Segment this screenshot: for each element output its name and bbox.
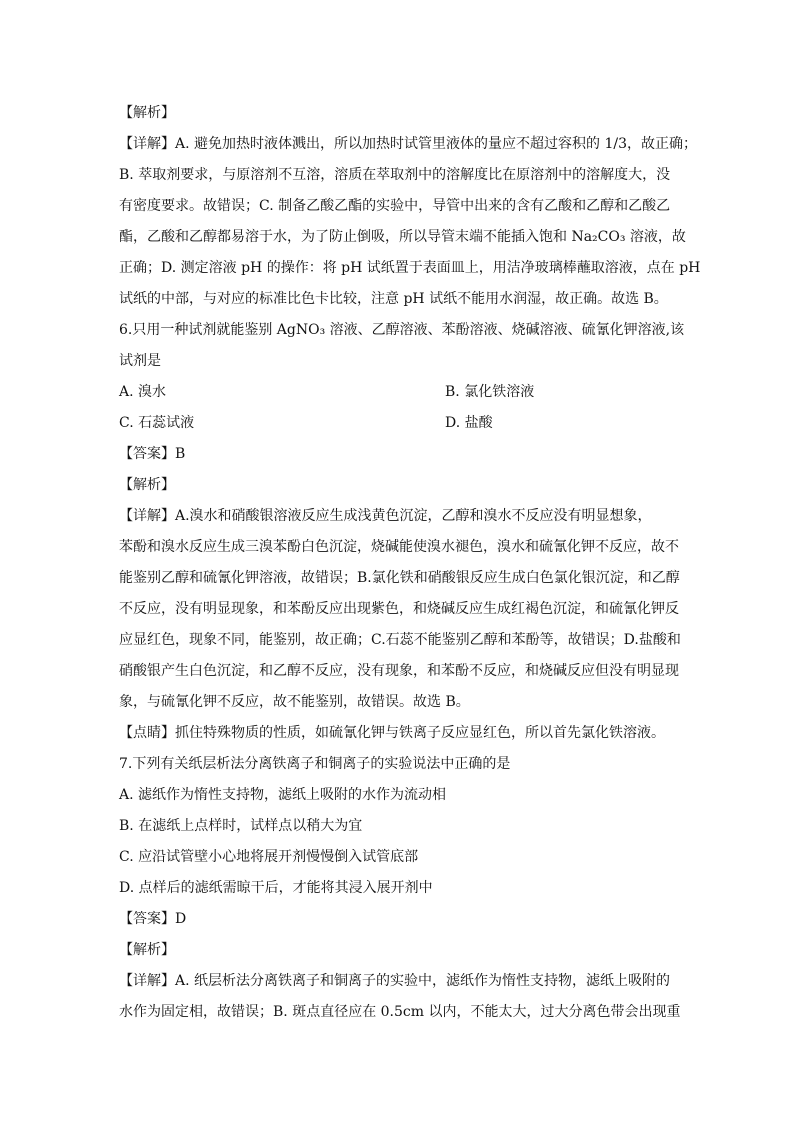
option-d: D. 盐酸 [445, 415, 493, 431]
question-6-options-row [119, 408, 679, 439]
answer-line: 【答案】B [119, 446, 186, 462]
analysis-label: 【解析】 [119, 477, 175, 493]
analysis-label: 【解析】 [119, 942, 175, 958]
text-line: 正确；D. 测定溶液 pH 的操作：将 pH 试纸置于表面皿上，用洁净玻璃棒蘸取溶液，点在 pH [119, 260, 701, 276]
answer-line: 【答案】D [119, 911, 187, 927]
text-line: 苯酚和溴水反应生成三溴苯酚白色沉淀，烧碱能使溴水褪色，溴水和硫氰化钾不反应，故不 [119, 539, 679, 555]
text-line: 试纸的中部，与对应的标准比色卡比较，注意 pH 试纸不能用水润湿，故正确。故选 B。 [119, 291, 668, 307]
text-line: 【详解】A. 避免加热时液体溅出，所以加热时试管里液体的量应不超过容积的 1/3，故正确； [119, 136, 697, 152]
text-line: 酯，乙酸和乙醇都易溶于水，为了防止倒吸，所以导管末端不能插入饱和 Na₂CO₃ 溶液，故 [119, 229, 686, 245]
text-line: 【解析】 [119, 105, 175, 121]
option-a: A. 滤纸作为惰性支持物，滤纸上吸附的水作为流动相 [119, 787, 447, 803]
option-c: C. 石蕊试液 [119, 415, 195, 431]
text-line: 有密度要求。故错误；C. 制备乙酸乙酯的实验中，导管中出来的含有乙酸和乙醇和乙酸乙 [119, 198, 671, 214]
text-line: 象，与硫氰化钾不反应，故不能鉴别，故错误。故选 B。 [119, 694, 470, 710]
text-line: 硝酸银产生白色沉淀，和乙醇不反应，没有现象，和苯酚不反应，和烧碱反应但没有明显现 [119, 663, 679, 679]
key-point-line: 【点睛】抓住特殊物质的性质，如硫氰化钾与铁离子反应显红色，所以首先氯化铁溶液。 [119, 725, 665, 741]
option-a: A. 溴水 [119, 384, 167, 400]
question-6-stem: 试剂是 [119, 353, 161, 369]
text-line: 能鉴别乙醇和硫氰化钾溶液，故错误；B.氯化铁和硝酸银反应生成白色氯化银沉淀，和乙醇 [119, 570, 680, 586]
question-6-options-row [119, 377, 679, 408]
text-line: 水作为固定相，故错误；B. 斑点直径应在 0.5cm 以内，不能太大，过大分离色带会出现重 [119, 1004, 681, 1020]
text-line: 应显红色，现象不同，能鉴别，故正确；C.石蕊不能鉴别乙醇和苯酚等，故错误；D.盐酸和 [119, 632, 681, 648]
option-b: B. 氯化铁溶液 [445, 384, 535, 400]
text-line: 不反应，没有明显现象，和苯酚反应出现紫色，和烧碱反应生成红褐色沉淀，和硫氰化钾反 [119, 601, 679, 617]
option-c: C. 应沿试管壁小心地将展开剂慢慢倒入试管底部 [119, 849, 419, 865]
text-line: 【详解】A. 纸层析法分离铁离子和铜离子的实验中，滤纸作为惰性支持物，滤纸上吸附的 [119, 973, 671, 989]
option-b: B. 在滤纸上点样时，试样点以稍大为宜 [119, 818, 363, 834]
question-6-stem: 6.只用一种试剂就能鉴别 AgNO₃ 溶液、乙醇溶液、苯酚溶液、烧碱溶液、硫氰化钾溶液,该 [119, 322, 685, 338]
question-7-stem: 7.下列有关纸层析法分离铁离子和铜离子的实验说法中正确的是 [119, 756, 511, 772]
option-d: D. 点样后的滤纸需晾干后，才能将其浸入展开剂中 [119, 880, 433, 896]
document-page [119, 98, 701, 1028]
text-line: 【详解】A.溴水和硝酸银溶液反应生成浅黄色沉淀，乙醇和溴水不反应没有明显想象， [119, 508, 652, 524]
text-line: B. 萃取剂要求，与原溶剂不互溶，溶质在萃取剂中的溶解度比在原溶剂中的溶解度大，没 [119, 167, 671, 183]
